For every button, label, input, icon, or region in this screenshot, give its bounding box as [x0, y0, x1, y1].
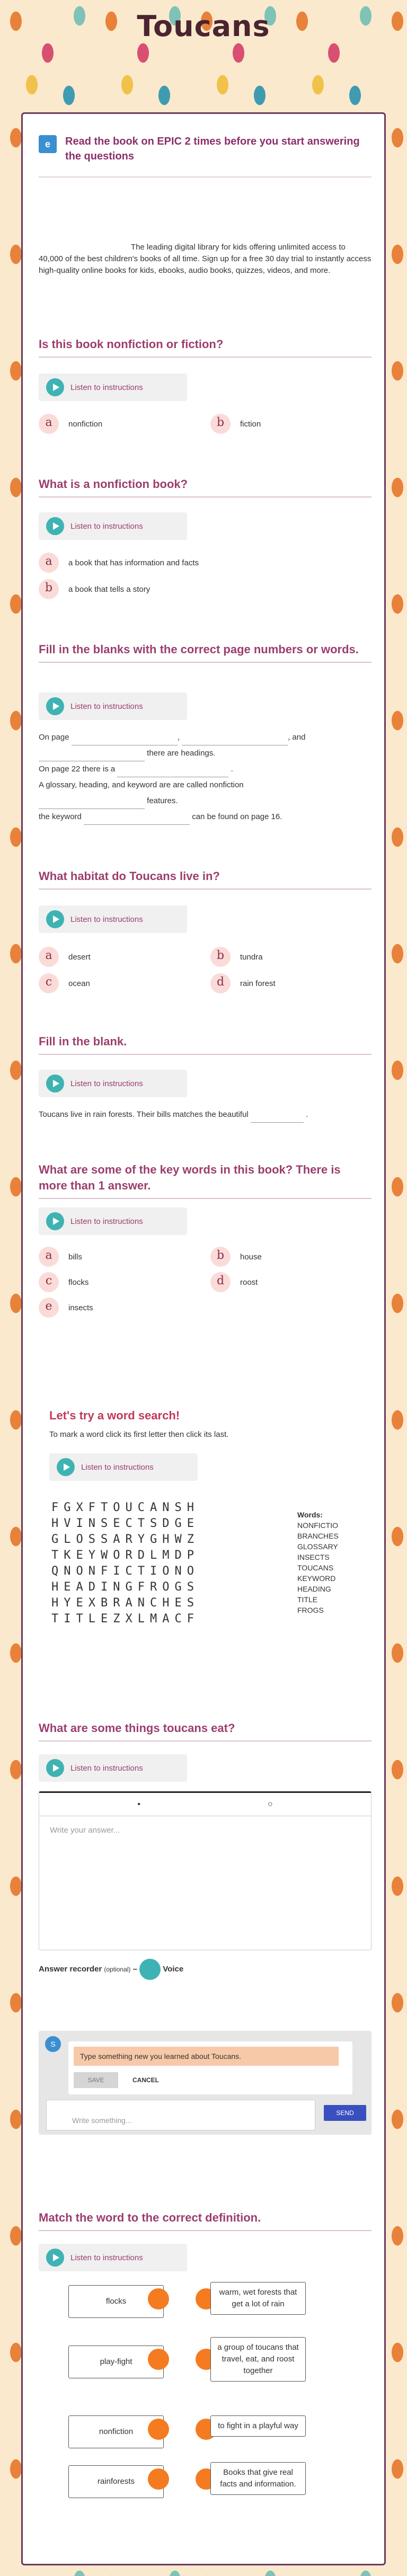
- option-text: insects: [68, 1303, 93, 1312]
- option-text: tundra: [240, 952, 263, 962]
- answer-option[interactable]: [210, 414, 261, 434]
- cancel-button[interactable]: CANCEL: [123, 2072, 168, 2088]
- circle-button[interactable]: ○: [267, 1799, 273, 1809]
- blank-text: , and: [288, 733, 306, 742]
- option-letter: b: [39, 579, 59, 599]
- listen-row-3: [39, 692, 371, 720]
- answer-option[interactable]: [39, 414, 102, 434]
- question-2: [39, 476, 371, 498]
- match-definition[interactable]: Books that give real facts and information.: [210, 2462, 306, 2495]
- question-4: [39, 868, 371, 890]
- match-connector-dot[interactable]: [148, 2349, 169, 2370]
- send-button[interactable]: SEND: [324, 2105, 366, 2121]
- question-title: What are some of the key words in this book? There is more than 1 answer.: [39, 1162, 371, 1199]
- option-text: desert: [68, 952, 91, 962]
- recorder-optional: (optional): [104, 1965, 131, 1973]
- recorder-label: Answer recorder: [39, 1964, 102, 1974]
- page-title: Toucans: [137, 10, 270, 43]
- epic-section: [39, 130, 371, 177]
- answer-editor: [39, 1791, 371, 1950]
- blank-text: Toucans live in rain forests. Their bills matches the beautiful: [39, 1110, 249, 1119]
- blank-text: .: [231, 765, 233, 774]
- word-item: INSECTS: [297, 1553, 330, 1561]
- question-7: [39, 1720, 371, 1742]
- match-definition[interactable]: to fight in a playful way: [210, 2415, 306, 2437]
- answer-recorder: [39, 1959, 371, 1980]
- listen-button[interactable]: [39, 1070, 187, 1097]
- option-text: a book that tells a story: [68, 584, 151, 594]
- option-text: a book that has information and facts: [68, 558, 199, 567]
- match-question: [39, 2210, 371, 2231]
- listen-button[interactable]: [39, 374, 187, 401]
- blank-input[interactable]: [84, 815, 190, 825]
- answer-option[interactable]: [39, 1298, 93, 1318]
- match-connector-dot[interactable]: [148, 2419, 169, 2440]
- option-text: rain forest: [240, 979, 276, 988]
- blank-input[interactable]: [39, 752, 145, 761]
- play-icon: [46, 697, 64, 715]
- blank-text: A glossary, heading, and keyword are are called nonfiction: [39, 780, 244, 789]
- epic-icon: e: [39, 135, 57, 153]
- wordsearch-title: Let's try a word search!: [49, 1409, 180, 1422]
- listen-button[interactable]: [39, 1207, 187, 1235]
- avatar: S: [45, 2036, 61, 2052]
- comment-input-placeholder[interactable]: Write something...: [72, 2116, 132, 2125]
- answer-option[interactable]: [210, 973, 276, 993]
- editor-toolbar: [39, 1793, 371, 1816]
- blank-text: features.: [147, 796, 178, 805]
- question-title: What are some things toucans eat?: [39, 1720, 371, 1742]
- blank-input[interactable]: [117, 768, 228, 777]
- answer-option[interactable]: [39, 553, 199, 573]
- listen-row-ws: [49, 1453, 382, 1481]
- answer-option[interactable]: [39, 579, 150, 599]
- play-icon: [57, 1458, 75, 1476]
- microphone-icon[interactable]: [139, 1959, 161, 1980]
- play-icon: [46, 1212, 64, 1230]
- listen-label: Listen to instructions: [81, 1462, 154, 1472]
- voice-label[interactable]: Voice: [163, 1964, 184, 1974]
- option-letter: b: [210, 414, 231, 434]
- question-title: What is a nonfiction book?: [39, 476, 371, 498]
- answer-option[interactable]: [39, 973, 90, 993]
- match-term[interactable]: flocks: [68, 2285, 164, 2318]
- blank-text: On page: [39, 733, 69, 742]
- answer-option[interactable]: [210, 1272, 258, 1292]
- grid-row[interactable]: TKEYWORDLMDP: [51, 1549, 199, 1562]
- blank-input[interactable]: [39, 800, 145, 809]
- bullet-list-button[interactable]: •: [137, 1799, 140, 1809]
- comment-input[interactable]: [46, 2100, 315, 2130]
- option-letter: d: [210, 973, 231, 993]
- option-text: fiction: [240, 419, 261, 429]
- question-1: [39, 336, 371, 358]
- option-text: house: [240, 1252, 262, 1262]
- comment-editor-box: [68, 2041, 352, 2094]
- comment-panel: [39, 2031, 371, 2135]
- option-letter: c: [39, 973, 59, 993]
- listen-row-7: [39, 1754, 371, 1782]
- option-text: bills: [68, 1252, 82, 1262]
- option-letter: a: [39, 553, 59, 573]
- question-6: [39, 1162, 371, 1199]
- blank-input[interactable]: [72, 736, 178, 745]
- question-3: [39, 642, 371, 663]
- word-item: HEADING: [297, 1585, 331, 1593]
- epic-description-block: [39, 239, 371, 277]
- wordsearch-section: [49, 1409, 362, 1443]
- listen-row-5: [39, 1070, 371, 1097]
- play-icon: [46, 910, 64, 928]
- play-icon: [46, 1759, 64, 1777]
- comment-prompt: Type something new you learned about Toucans.: [74, 2047, 339, 2066]
- listen-row-match: [39, 2244, 371, 2271]
- grid-row[interactable]: FGXFTOUCANSH: [51, 1501, 199, 1514]
- listen-button[interactable]: [49, 1453, 198, 1481]
- grid-row[interactable]: GLOSSARYGHWZ: [51, 1533, 199, 1546]
- option-letter: b: [210, 947, 231, 967]
- question-5: [39, 1034, 371, 1055]
- option-text: roost: [240, 1277, 258, 1287]
- word-item: NONFICTIO: [297, 1521, 338, 1530]
- option-text: ocean: [68, 979, 90, 988]
- listen-button[interactable]: [39, 905, 187, 933]
- listen-button[interactable]: [39, 1754, 187, 1782]
- blank-text: there are headings.: [147, 749, 216, 758]
- match-term[interactable]: nonfiction: [68, 2415, 164, 2448]
- recorder-dash: –: [132, 1964, 137, 1974]
- worksheet-card: [21, 112, 386, 2565]
- grid-row[interactable]: QNONFICTIONO: [51, 1565, 199, 1578]
- blank-text: can be found on page 16.: [192, 812, 282, 821]
- word-item: BRANCHES: [297, 1532, 339, 1540]
- wordsearch-word-list: [297, 1509, 339, 1615]
- option-letter: a: [39, 1247, 59, 1267]
- word-item: GLOSSARY: [297, 1542, 338, 1551]
- match-term[interactable]: rainforests: [68, 2465, 164, 2498]
- blank-text: On page 22 there is a: [39, 765, 116, 774]
- blank-text: ,: [177, 733, 180, 742]
- question-title: Is this book nonfiction or fiction?: [39, 336, 371, 358]
- answer-option[interactable]: [210, 1247, 262, 1267]
- match-definition[interactable]: a group of toucans that travel, eat, and roost together: [210, 2337, 306, 2382]
- option-letter: e: [39, 1298, 59, 1318]
- wordsearch-instruction: To mark a word click its first letter then click its last.: [49, 1430, 229, 1439]
- listen-label: Listen to instructions: [70, 383, 143, 392]
- fill-blanks-text: [39, 730, 371, 825]
- answer-option[interactable]: [39, 1247, 82, 1267]
- word-item: KEYWORD: [297, 1574, 336, 1583]
- listen-button[interactable]: [39, 512, 187, 540]
- word-item: TOUCANS: [297, 1564, 334, 1572]
- answer-option[interactable]: [210, 947, 263, 967]
- listen-button[interactable]: [39, 2244, 187, 2271]
- play-icon: [46, 517, 64, 535]
- grid-row[interactable]: TITLEZXLMACF: [51, 1612, 199, 1625]
- wordsearch-grid[interactable]: [51, 1500, 199, 1627]
- word-item: FROGS: [297, 1606, 324, 1614]
- question-title: What habitat do Toucans live in?: [39, 868, 371, 890]
- blank-input[interactable]: [251, 1113, 304, 1123]
- words-label: Words:: [297, 1511, 323, 1519]
- fill-blank-sentence: [39, 1107, 371, 1123]
- blank-text: the keyword: [39, 812, 82, 821]
- option-text: flocks: [68, 1277, 89, 1287]
- grid-row[interactable]: HVINSECTSDGE: [51, 1517, 199, 1530]
- answer-textbox[interactable]: [39, 1791, 371, 1950]
- option-letter: d: [210, 1272, 231, 1292]
- play-icon: [46, 2249, 64, 2267]
- grid-row[interactable]: HYEXBRANCHES: [51, 1596, 199, 1610]
- listen-row-1: [39, 374, 371, 401]
- listen-label: Listen to instructions: [70, 1216, 143, 1226]
- listen-label: Listen to instructions: [70, 1079, 143, 1088]
- listen-label: Listen to instructions: [70, 2253, 143, 2262]
- blank-input[interactable]: [182, 736, 288, 745]
- answer-placeholder[interactable]: Write your answer...: [50, 1826, 120, 1835]
- match-connector-dot[interactable]: [148, 2288, 169, 2309]
- option-letter: c: [39, 1272, 59, 1292]
- answer-option[interactable]: [39, 1272, 89, 1292]
- option-letter: a: [39, 947, 59, 967]
- listen-label: Listen to instructions: [70, 914, 143, 924]
- match-definition[interactable]: warm, wet forests that get a lot of rain: [210, 2282, 306, 2315]
- listen-row-2: [39, 512, 371, 540]
- play-icon: [46, 1074, 64, 1092]
- question-title: Fill in the blank.: [39, 1034, 371, 1055]
- word-item: TITLE: [297, 1595, 318, 1604]
- question-title: Match the word to the correct definition.: [39, 2210, 371, 2231]
- question-title: Fill in the blanks with the correct page numbers or words.: [39, 642, 371, 663]
- epic-description: The leading digital library for kids offering unlimited access to 40,000 of the best children's books of all time. Sign up for a free 30 day trial to instantly access high-quality online books for kids, ebooks, audio books, quizzes, videos, and more.: [39, 243, 371, 275]
- match-connector-dot[interactable]: [148, 2468, 169, 2490]
- listen-label: Listen to instructions: [70, 701, 143, 711]
- listen-button[interactable]: [39, 692, 187, 720]
- answer-option[interactable]: [39, 947, 91, 967]
- epic-instruction: Read the book on EPIC 2 times before you start answering the questions: [65, 136, 360, 162]
- match-term[interactable]: play-fight: [68, 2346, 164, 2378]
- listen-row-6: [39, 1207, 371, 1235]
- listen-label: Listen to instructions: [70, 521, 143, 531]
- grid-row[interactable]: HEADINGFROGS: [51, 1580, 199, 1594]
- listen-row-4: [39, 905, 371, 933]
- save-button[interactable]: SAVE: [74, 2072, 118, 2088]
- option-letter: b: [210, 1247, 231, 1267]
- option-letter: a: [39, 414, 59, 434]
- epic-logo-image[interactable]: [39, 239, 129, 250]
- listen-label: Listen to instructions: [70, 1763, 143, 1773]
- play-icon: [46, 378, 64, 396]
- option-text: nonfiction: [68, 419, 103, 429]
- blank-text: .: [306, 1110, 308, 1119]
